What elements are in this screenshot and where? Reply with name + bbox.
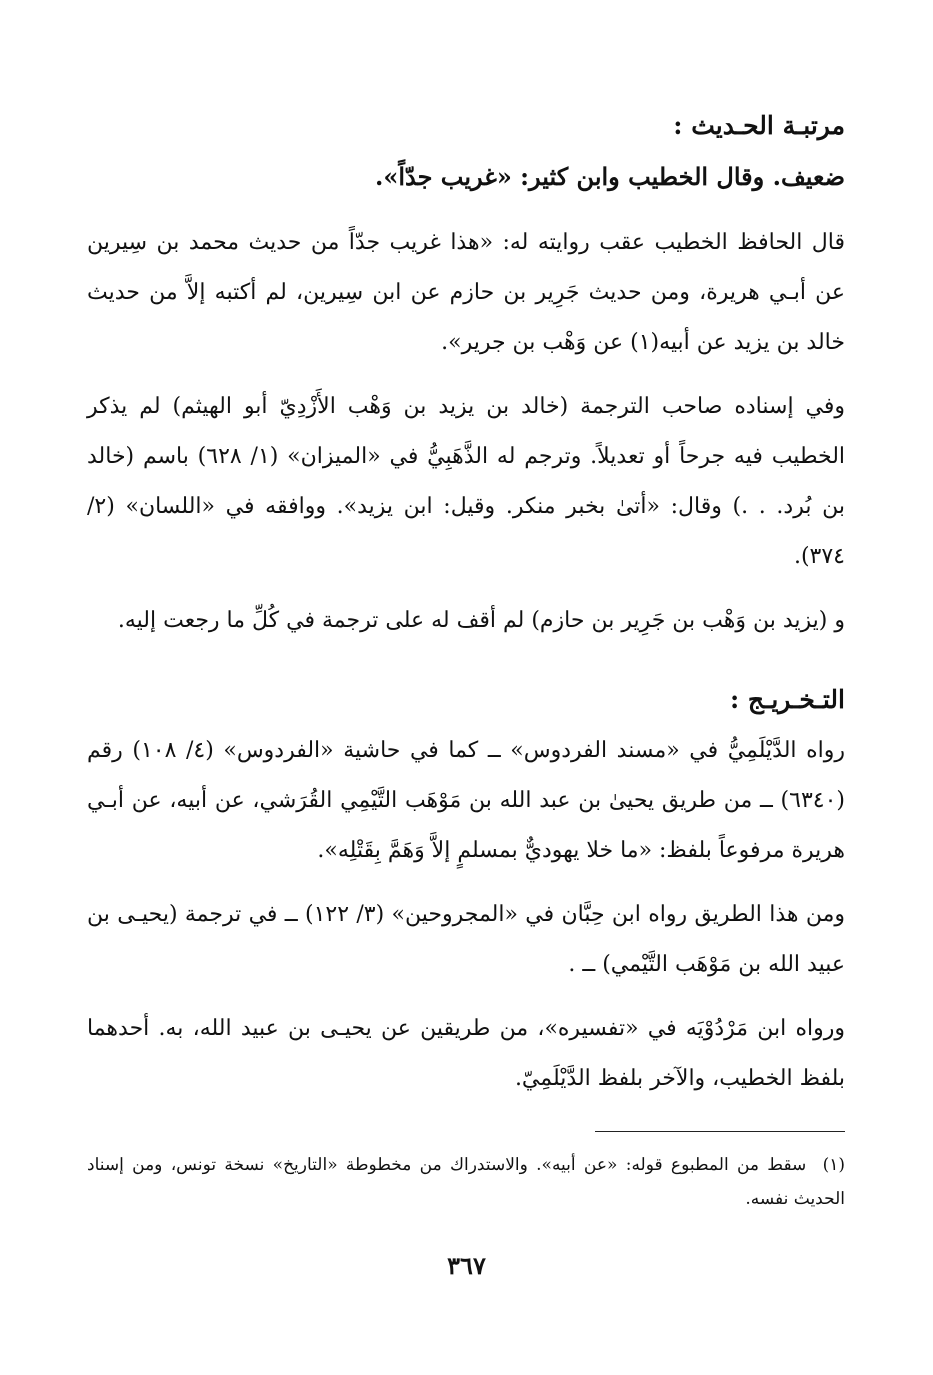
paragraph-daylami: رواه الدَّيْلَمِيُّ في «مسند الفردوس» ــ كما في حاشية «الفردوس» (٤/ ١٠٨) رقم (٦٣٤٠) ــ من طريق يحيىٰ بن عبد الله بن مَوْهَب التَّيْمِي القُرَشي، عن أبيه، عن أبـي هريرة مرفوعاً بلفظ: «ما خلا يهوديٌّ بمسلمٍ إلاَّ وَهَمَّ بِقَتْلِه».	[87, 738, 846, 863]
section-heading-takhrij: التـخـريـج :	[729, 685, 845, 714]
section-heading-grade: مرتبـة الحـديث :	[673, 111, 845, 140]
main-text	[87, 100, 845, 1118]
footnote	[87, 1148, 845, 1216]
paragraph-isnad-narrator: وفي إسناده صاحب الترجمة (خالد بن يزيد بن وَهْب الأَزْدِيّ أبو الهيثم) لم يذكر الخطيب فيه جرحاً أو تعديلاً. وترجم له الذَّهَبِيُّ في «الميزان» (١/ ٦٢٨) باسم (خالد بن بُرد. . .) وقال: «أتىٰ بخبر منكر. وقيل: ابن يزيد». ووافقه في «اللسان» (٢/ ٣٧٤).	[87, 394, 846, 569]
paragraph-khatib-quote: قال الحافظ الخطيب عقب روايته له: «هذا غريب جدّاً من حديث محمد بن سِيرين عن أبـي هريرة، ومن حديث جَرِير بن حازم عن ابن سِيرين، لم أكتبه إلاَّ من حديث خالد بن يزيد عن أبيه(١) عن وَهْب بن جرير».	[87, 230, 846, 355]
page-number: ٣٦٧	[447, 1251, 486, 1280]
footnote-number: (١)	[822, 1155, 846, 1175]
paragraph-ibn-hibban: ومن هذا الطريق رواه ابن حِبَّان في «المجروحين» (٣/ ١٢٢) ــ في ترجمة (يحيـى بن عبيد الله بن مَوْهَب التَّيْمي) ــ .	[87, 902, 846, 977]
grade-verdict: ضعيف. وقال الخطيب وابن كثير: «غريب جدّاً».	[374, 162, 845, 191]
paragraph-ibn-marduyah: ورواه ابن مَرْدُوْيَه في «تفسيره»، من طريقين عن يحيـى بن عبيد الله، به. أحدهما بلفظ الخطيب، والآخر بلفظ الدَّيْلَمِيّ.	[87, 1016, 845, 1091]
paragraph-yazid-note: و (يزيد بن وَهْب بن جَرِير بن حازم) لم أقف له على ترجمة في كُلِّ ما رجعت إليه.	[117, 608, 845, 633]
footnote-divider	[595, 1131, 845, 1132]
footnote-text: سقط من المطبوع قوله: «عن أبيه». والاستدراك من مخطوطة «التاريخ» نسخة تونس، ومن إسناد الحديث نفسه.	[87, 1155, 845, 1209]
